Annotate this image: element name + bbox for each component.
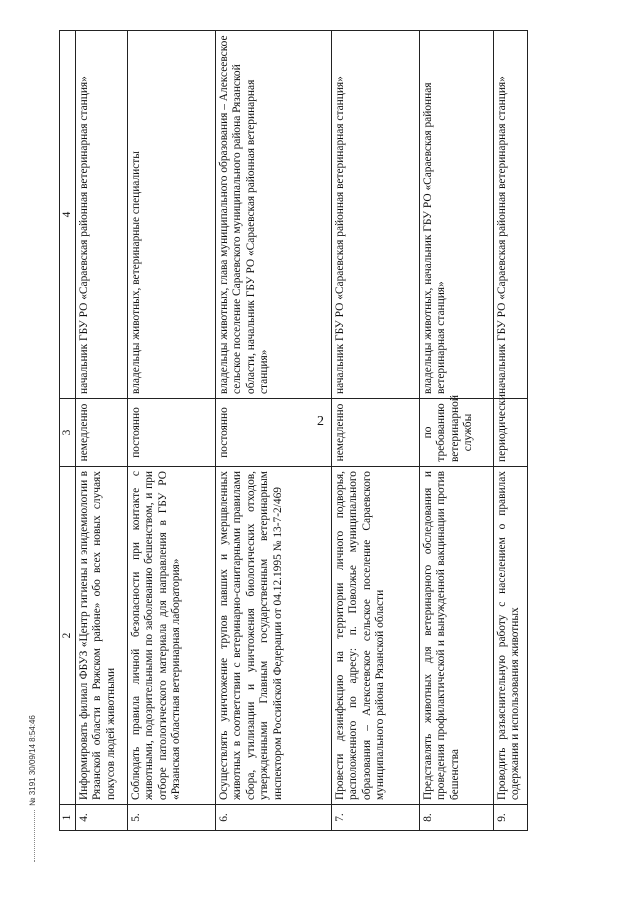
header-cell: 4 [60,31,76,399]
row-number: 5. [128,805,216,831]
row-term: периодически [494,399,528,467]
row-action: Информировать филиал ФБУЗ «Центр гигиены и эпидемиологии в Рязанской области в Ряжском районе» обо всех новых случаях покусов людей животными [76,467,128,805]
row-term: по требованию ветеринарной службы [420,399,494,467]
row-action: Соблюдать правила личной безопасности при контакте с животными, подозрительными по заболеванию бешенством, и при отборе патологического материала для направления в ГБУ РО «Рязанская областная ветеринарная лаборатория» [128,467,216,805]
header-cell: 3 [60,399,76,467]
table-row [128,31,216,831]
row-number: 9. [494,805,528,831]
page-number: 2 [317,414,324,429]
table-row [420,31,494,831]
row-responsible: владельцы животных, ветеринарные специалисты [128,31,216,399]
row-number: 8. [420,805,494,831]
row-action: Провести дезинфекцию на территории личного подворья, расположенного по адресу: п. Поволжье муниципального образования – Алексеевское сельское поселение Сараевского муниципального района Рязанской области [332,467,420,805]
row-term: немедленно [332,399,420,467]
table-row [216,31,332,831]
table-row [494,31,528,831]
row-number: 7. [332,805,420,831]
row-action: Осуществлять уничтожение трупов павших и умерщвленных животных в соответствии с ветеринарно-санитарными правилами сбора, утилизации и уничтожения биологических отходов, утвержденными Главным государственным ветеринарным инспектором Российской Федерации от 04.12.1995 № 13-7-2/469 [216,467,332,805]
row-responsible: начальник ГБУ РО «Сараевская районная ветеринарная станция» [76,31,128,399]
row-responsible: начальник ГБУ РО «Сараевская районная ветеринарная станция» [494,31,528,399]
row-term: постоянно [128,399,216,467]
row-action: Проводить разъяснительную работу с населением о правилах содержания и использования животных [494,467,528,805]
header-cell: 1 [60,805,76,831]
row-responsible: владельцы животных, глава муниципального образования – Алексеевское сельское поселение Сараевского муниципального района Рязанской области, начальник ГБУ РО «Сараевская районная ветеринарная станция» [216,31,332,399]
header-cell: 2 [60,467,76,805]
signature-scribble [26,810,35,862]
measures-table [59,30,528,831]
row-term: постоянно [216,399,332,467]
registration-stamp-text: № 3191 30/09/14 8:54:46 [28,715,37,806]
measures-table-container [59,31,522,831]
row-responsible: владельцы животных, начальник ГБУ РО «Сараевская районная ветеринарная станция» [420,31,494,399]
registration-stamp [26,642,40,862]
table-row [76,31,128,831]
row-action: Представлять животных для ветеринарного обследования и проведения профилактической и вынужденной вакцинации против бешенства [420,467,494,805]
row-number: 6. [216,805,332,831]
table-row [332,31,420,831]
row-number: 4. [76,805,128,831]
row-responsible: начальник ГБУ РО «Сараевская районная ветеринарная станция» [332,31,420,399]
row-term: немедленно [76,399,128,467]
table-header-row [60,31,76,831]
